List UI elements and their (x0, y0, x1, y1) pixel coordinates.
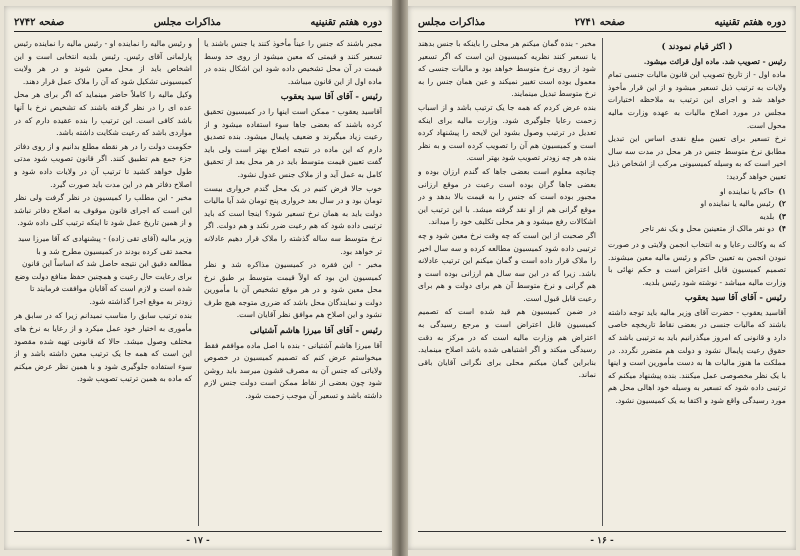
paragraph: بنده ترتیب سابق را مناسب نمیدانم زیرا که در سابق هر مأموری به اختیار خود عمل میکرد و از رعایا به نرخ های مختلف وصول میشد. حالا که قانونی تهیه شده مقصود این است که همه جا یک ترتیب معین داشته باشد و از سوء استفاده جلوگیری شود و با همین نظر عرض میکنم که ماده به همین ترتیب تصویب شود. (14, 311, 192, 384)
paragraph: بنده عرض کردم که همه جا یک ترتیب باشد و از اسباب زحمت رعایا جلوگیری شود. وزارت مالیه برای اینکه تعدیل در ترتیب وصول بشود این لایحه را پیشنهاد کرده است و کمیسیون هم آن را تصویب کرده است و به نظر بنده هر چه زودتر تصویب شود بهتر است. (418, 102, 596, 163)
left-bottom-rule (14, 531, 382, 532)
list-text: رئیس مالیه یا نماینده او (700, 199, 775, 209)
left-page-header (14, 14, 382, 30)
paragraph: ماده اول - از تاریخ تصویب این قانون مالیات جنسی تمام ولایات به ترتیب ذیل تسعیر میشود و از این قرار مأخوذ خواهد شد و اجرای این ترتیب به ملاحظه اختیارات مجلس در مورد اصلاح مالیات به عهده وزارت مالیه محول است. (608, 70, 786, 130)
paragraph: آقاسید یعقوب - ممکن است اینها را در کمیسیون تحقیق کرده باشند که بعضی جاها سوء استفاده میشود و از رعیت زیاد میگیرند و ضعیف پایمال میشود. بنده تصدیق دارم که این ماده در نتیجه اصلاح بهتر است ولی باید گفت تعیین قیمت متوسط باید در هر محل بعد از تحقیق کامل به عمل آید و از ملاک جنس عدول نشود. (204, 106, 382, 179)
right-page-column-right (608, 38, 786, 526)
paragraph: که به وکالت رعایا و به انتخاب انجمن ولایتی و در صورت نبودن انجمن به تعیین حاکم و رئیس مالیه معین میشوند. تصمیم کمیسیون قابل اعتراض است و حکم نهائی با وزارت مالیه میباشد - نوشته شود رئیس بلدیه. (608, 239, 786, 287)
paragraph: مخبر - بنده گمان میکنم هر محلی را باینکه با جنس بدهند یا نسعیر کنند نظریه کمیسیون این است که اگر تسعیر شود از روی نرخ متوسط خواهد بود و مالیات جنسی که معمول بوده است تغییر نمیکند و عین همان جنس را به نرخ متوسط تبدیل مینمایند. (418, 39, 596, 99)
paragraph: در ضمن کمیسیون هم قید شده است که تصمیم کمیسیون قابل اعتراض است و مرجع رسیدگی به اعتراض هم وزارت مالیه است که در مرکز به دقت رسیدگی میکند و اگر اشتباهی شده باشد اصلاح مینماید. بنابراین گمان میکنم محلی برای نگرانی آقایان باقی نماند. (418, 307, 596, 380)
right-page-column-left (418, 38, 596, 526)
paragraph: حکومت دولت را در هر نقطه مطلع بدانیم و از روی دفاتر جزء جمع هم تطبیق کنند. اگر قانون تصویب شود مدتی طول خواهد کشید تا ترتیب آن در ولایات داده شود و اصلاح دفاتر هم در این مدت باید صورت گیرد. (14, 141, 192, 189)
book-gutter (392, 0, 408, 556)
paragraph: اگر صحبت از این است که چه وقت نرخ معین شود و چه ترتیبی داده شود کمیسیون مطالعه کرده و سه سال اخیر را ملاک قرار داده است و گمان میکنم این ترتیب عادلانه باشد. زیرا که در این سه سال هم ارزانی بوده است و هم گرانی و نرخ متوسط آن هم برای دولت و هم برای رعیت قابل قبول است. (418, 230, 596, 303)
paragraph: آقاسید یعقوب - حضرت آقای وزیر مالیه باید توجه داشته باشند که مالیات جنسی در بعضی نقاط تاریخچه خاصی دارد و قانونی که امروز میگذرانیم باید به ترتیبی باشد که حقوق رعیت پایمال نشود و دولت هم متضرر نگردد. در مملکت ما هنوز مالیات ها به دست مأمورین است و اینها با یک نظر مخصوصی عمل میکنند. بنده پیشنهاد میکنم که ترتیبی داده شود که تسعیر به وسیله خود اهالی محل هم مورد رسیدگی واقع شود و اکتفا به یک کمیسیون نشود. (608, 307, 786, 406)
paragraph: مخبر - این فقره در کمیسیون مذاکره شد و نظر کمیسیون این بود که اولاً قیمت متوسط بر طبق نرخ محل معین شود و در هر موقع تشخیص آن با مأمورین دولت و نمایندگان محل باشد که ضرری متوجه هیچ طرف نشود و این اصلاح هم موافق نظر آقایان است. (204, 260, 382, 320)
left-header-session: دوره هفتم تقنینیه (310, 16, 382, 28)
paragraph: مجبر باشند که جنس را عیناً مأخوذ کنند یا جنس باشند یا تسعیر کنند و قیمتی که معین میشود از روی حد وسط قیمت در آن محل تشخیص داده شود این اشکال بنده در ماده اول از این قانون میباشد. (204, 39, 382, 86)
right-page-header (418, 14, 786, 30)
commission-member-list (608, 186, 786, 236)
speaker-heading: رئیس - آقای آقا سید یعقوب (684, 293, 786, 304)
speaker-heading: رئیس - آقای آقا سید یعقوب (280, 92, 382, 103)
vote-note: ( اکثر قیام نمودند ) (661, 42, 733, 52)
right-header-page-label: صفحه ۲۷۴۱ (574, 16, 625, 28)
speaker-heading: رئیس - آقای آقا میرزا هاشم آشتیانی (249, 326, 382, 337)
list-item (608, 186, 786, 199)
list-number: ۲) (778, 199, 786, 209)
right-page-number: - ۱۶ - (590, 536, 614, 546)
paragraph: وکیل مالیه را کاملاً حاضر مینماید که اگر برای هر محل عده ای را در نظر گرفته باشند که تشخیص نرخ با آنها باشد کافی است. این ترتیب را بنده عقیده دارم که در مواردی باشد که رعیت شکایت داشته باشد. (14, 90, 192, 138)
left-page (4, 6, 392, 550)
left-page-column-right (204, 38, 382, 526)
right-header-rule (418, 31, 786, 32)
right-column-divider (602, 38, 603, 526)
paragraph: و رئیس مالیه را نماینده او - رئیس مالیه را نماینده رئیس پارلمانی آقای رئیس. رئیس بلدیه انتخابی است و این اشخاص باید از محل معین شوند و در هر ولایت کمیسیونی تشکیل شود که آن را ملاک عمل قرار دهند. (14, 39, 192, 86)
left-header-page-label: صفحه ۲۷۴۲ (14, 16, 65, 28)
right-bottom-rule (418, 531, 786, 532)
list-item (608, 198, 786, 211)
paragraph: مخبر - این مطلب را کمیسیون در نظر گرفت ولی نظر این است که اجرای قانون موقوف به اصلاح دفاتر نباشد و از همین تاریخ عمل شود تا اینکه ترتیب کلی داده شود. (14, 193, 192, 228)
speaker-heading-finance-minister: وزیر مالیه (آقای تقی زاده) - پیشنهادی که آقا میرزا سید محمد تقی کرده بودند در کمیسیون مطرح شد و با مطالعه دقیق این نتیجه حاصل شد که اساساً این قانون برای رعایت حال رعیت و همچنین حفظ منافع دولت وضع شده است و لازم است که آقایان موافقت فرمایند تا زودتر به موقع اجرا گذاشته شود. (14, 233, 192, 306)
list-number: ۴) (778, 224, 786, 234)
paragraph: خوب حالا فرض کنیم در یک محل گندم خرواری بیست تومان بود و در سال بعد خرواری پنج تومان شد آیا مالیات دولت باید به همان نرخ تسعیر شود؟ اینجا است که باید ترتیبی داده شود که هم رعیت ضرر نکند و هم دولت. اگر نرخ متوسط سه ساله گذشته را ملاک قرار دهیم عادلانه تر خواهد بود. (204, 183, 382, 256)
left-column-divider (198, 38, 199, 526)
list-text: دو نفر مالک از متعینین محل و یک نفر تاجر (640, 224, 775, 234)
list-text: حاکم یا نماینده او (720, 186, 775, 196)
list-text: بلدیه (759, 211, 775, 221)
paragraph: رئیس - تصویب شد. ماده اول قرائت میشود. (643, 56, 786, 66)
right-header-title: مذاکرات مجلس (418, 16, 486, 28)
list-number: ۱) (778, 186, 786, 196)
list-item (608, 223, 786, 236)
left-header-rule (14, 31, 382, 32)
list-item (608, 211, 786, 224)
list-number: ۳) (778, 211, 786, 221)
paragraph: چنانچه معلوم است بعضی جاها که گندم ارزان بوده و بعضی جاها گران بوده است رعیت در موقع ارزانی مجبور بوده است که جنس را به قیمت بالا بدهد و در موقع گرانی هم از او نقد گرفته میشد. با این ترتیب این اشکالات رفع میشود و هر محلی تکلیف خود را میداند. (418, 166, 596, 227)
right-page (408, 6, 796, 550)
left-header-title: مذاکرات مجلس (153, 16, 221, 28)
left-page-column-left (14, 38, 192, 526)
paragraph: نرخ تسعیر برای تعیین مبلغ نقدی اساس این تبدیل مطابق نرخ متوسط جنس در هر محل در مدت سه سال اخیر است که به وسیله کمیسیونی مرکب از اشخاص ذیل تعیین خواهد گردید: (608, 134, 786, 181)
right-header-session: دوره هفتم تقنینیه (714, 16, 786, 28)
paragraph: آقا میرزا هاشم آشتیانی - بنده با اصل ماده موافقم فقط میخواستم عرض کنم که تصمیم کمیسیون در خصوص ولایاتی که جنس آن به مصرف قشون میرسد باید روشن شود چون بعضی از نقاط ممکن است دولت جنس لازم داشته باشد و تسعیر آن موجب زحمت شود. (204, 340, 382, 401)
left-page-number: - ۱۷ - (186, 536, 210, 546)
